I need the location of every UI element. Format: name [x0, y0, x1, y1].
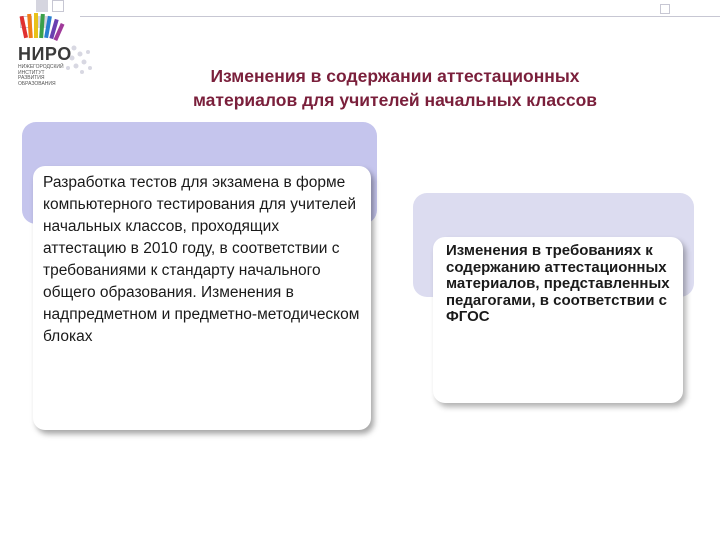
right-card — [433, 237, 683, 403]
right-card-text: Изменения в требованиях к содержанию аттестационных материалов, представленных педагогами, в соответствии с ФГОС — [446, 242, 670, 325]
slide-title — [110, 64, 680, 112]
left-card — [33, 166, 371, 430]
niro-logo — [14, 6, 104, 96]
logo-name: НИРО — [18, 44, 72, 64]
left-card-text: Разработка тестов для экзамена в форме компьютерного тестирования для учителей начальных классов, проходящих аттестацию в 2010 году, в соответствии с требованиями к стандарту начального общего образования. Изменения в надпредметном и предметно-методическом блоках — [43, 174, 360, 345]
decor-square — [660, 4, 670, 14]
title-line-1: Изменения в содержании аттестационных — [210, 66, 580, 86]
header-line — [80, 16, 720, 17]
title-line-2: материалов для учителей начальных классов — [192, 90, 598, 110]
logo-subtitle: НИЖЕГОРОДСКИЙ ИНСТИТУТ РАЗВИТИЯ ОБРАЗОВАНИЯ — [18, 64, 64, 87]
header-decoration — [0, 0, 720, 36]
